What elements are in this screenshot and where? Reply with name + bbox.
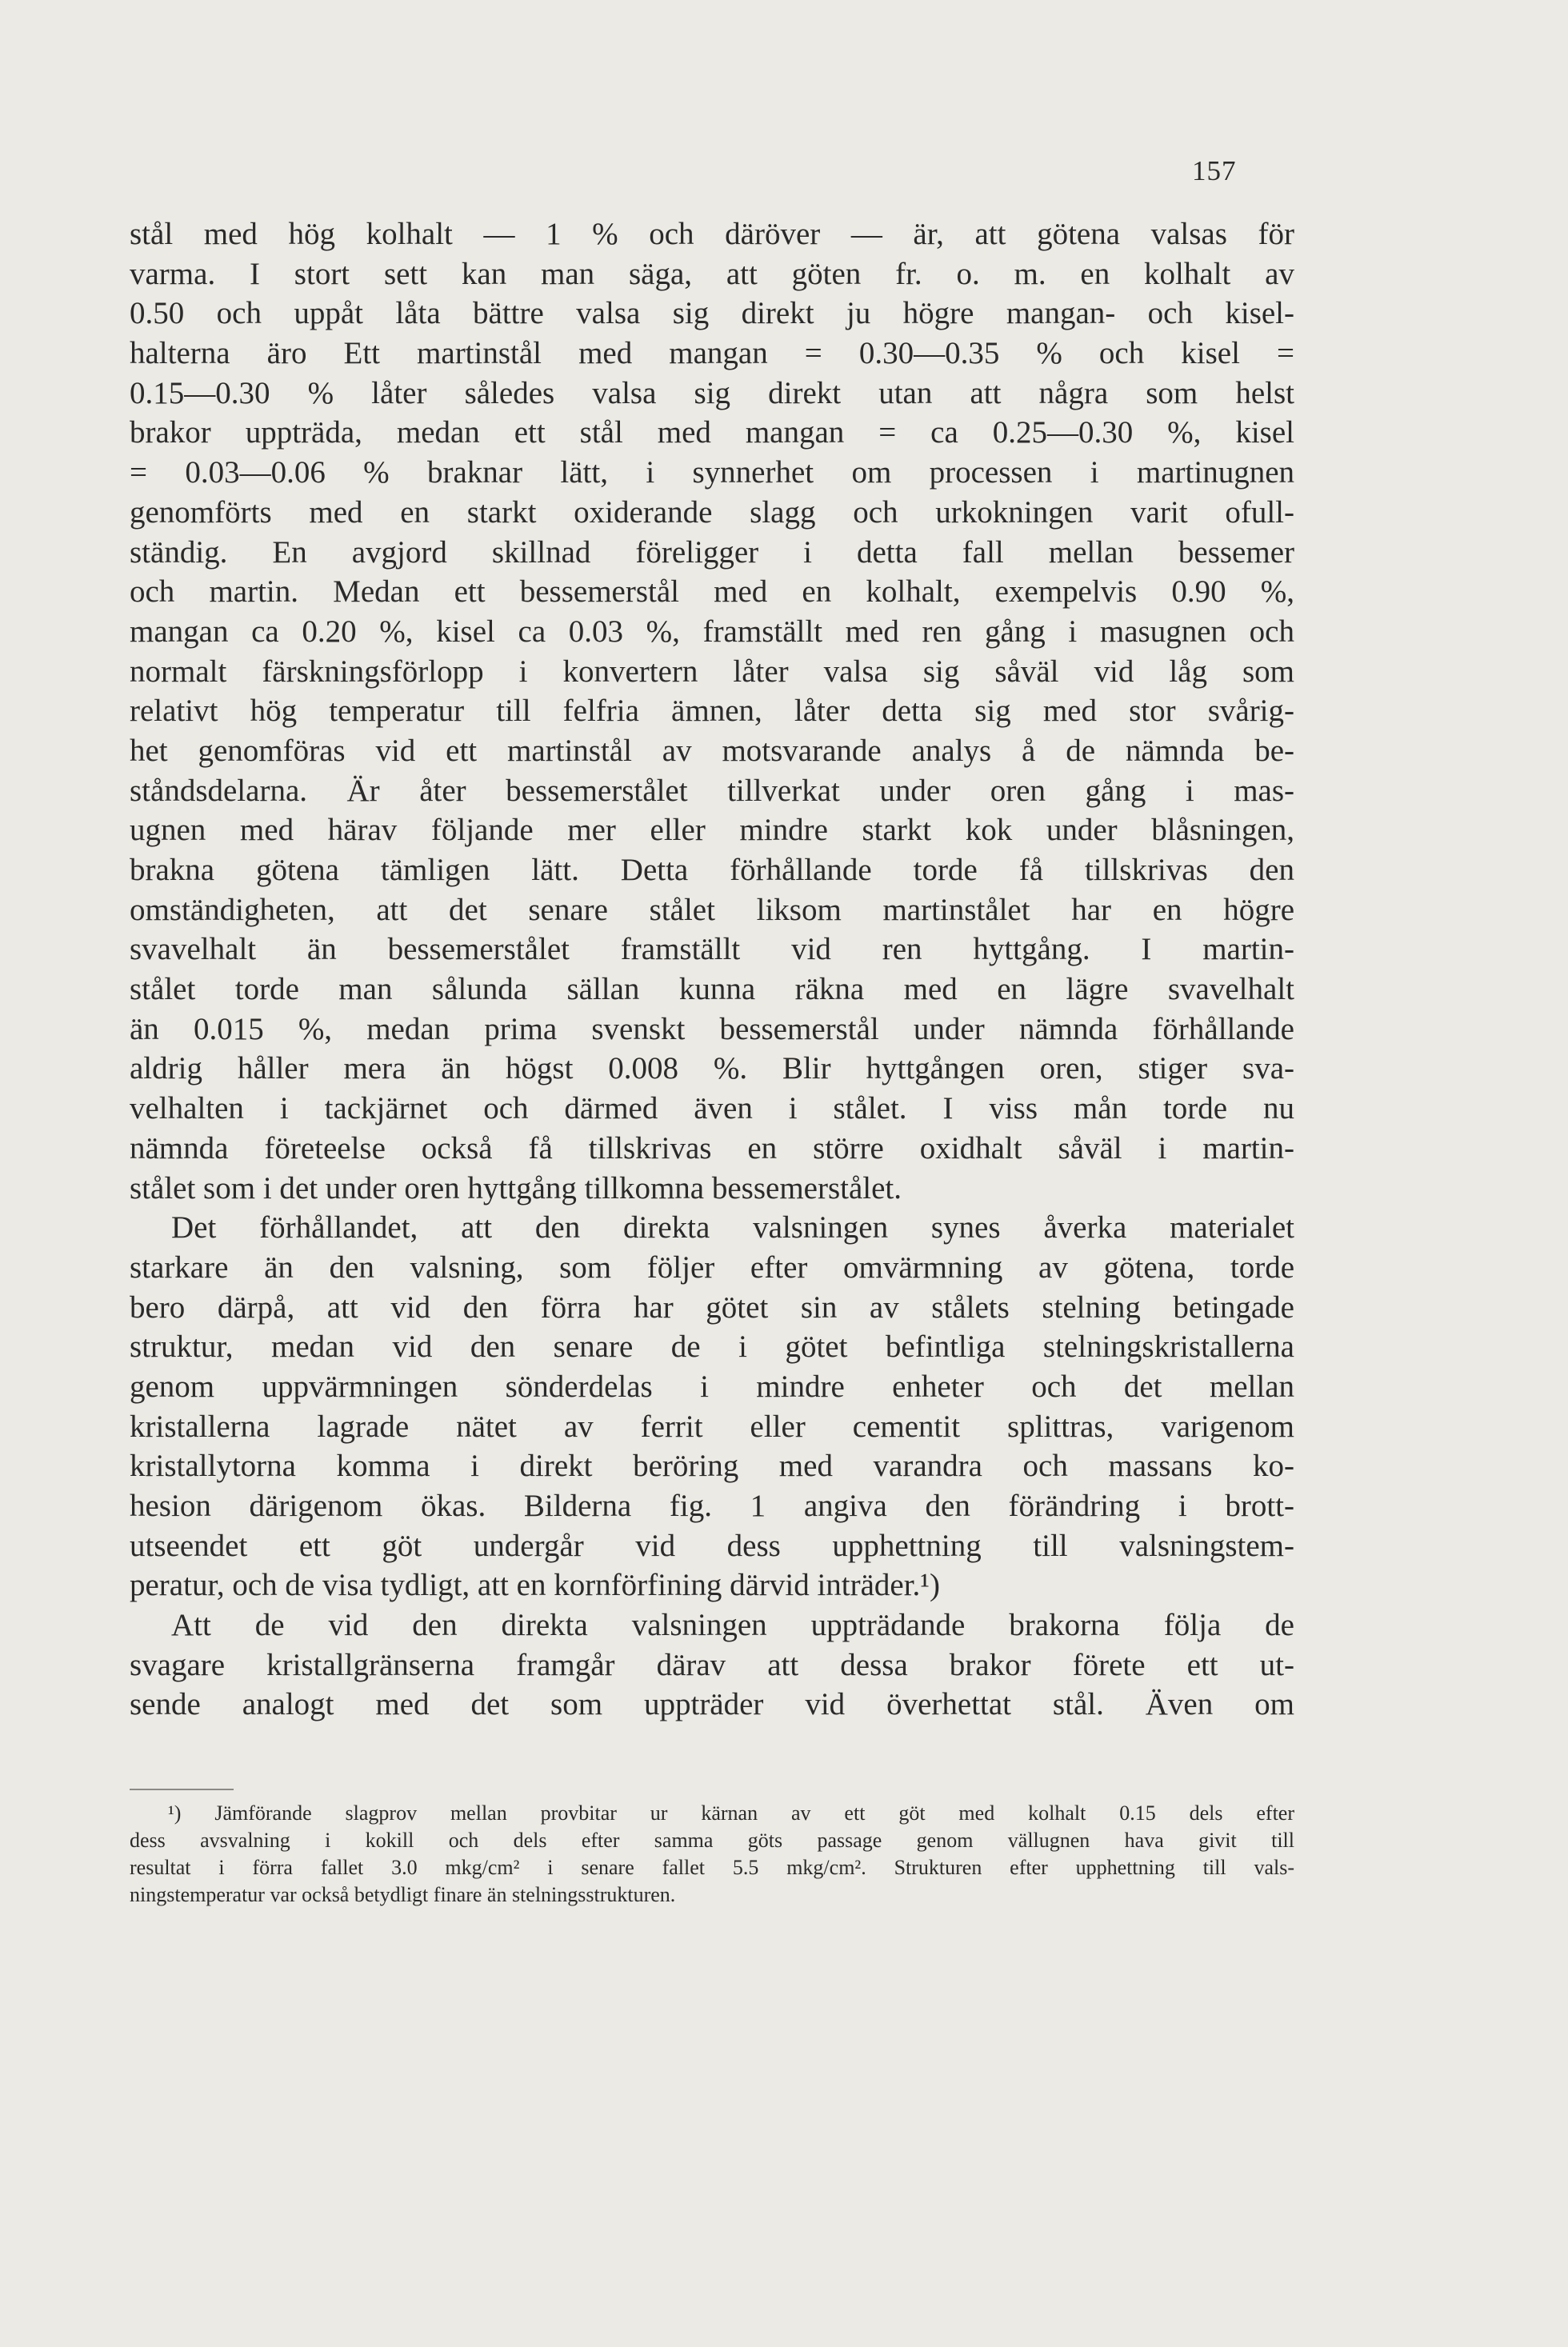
body-line: starkare än den valsning, som följer efter omvärmning av götena, torde xyxy=(130,1249,1294,1285)
footnote-line: ningstemperatur var också betydligt finare än stelningsstrukturen. xyxy=(130,1883,676,1906)
body-line: ståndsdelarna. Är åter bessemerstålet tillverkat under oren gång i mas- xyxy=(130,773,1294,808)
footnote-line: resultat i förra fallet 3.0 mkg/cm² i senare fallet 5.5 mkg/cm². Strukturen efter upphettning till vals- xyxy=(130,1856,1294,1879)
body-line: 0.15—0.30 % låter således valsa sig direkt utan att några som helst xyxy=(130,375,1294,410)
body-line: svavelhalt än bessemerstålet framställt vid ren hyttgång. I martin- xyxy=(130,932,1294,967)
body-line: normalt färskningsförlopp i konvertern låter valsa sig såväl vid låg som xyxy=(130,654,1294,689)
body-line: varma. I stort sett kan man säga, att göten fr. o. m. en kolhalt av xyxy=(130,256,1294,291)
body-line: het genomföras vid ett martinstål av motsvarande analys å de nämnda be- xyxy=(130,733,1294,768)
body-line: kristallerna lagrade nätet av ferrit eller cementit splittras, varigenom xyxy=(130,1409,1294,1444)
body-line: velhalten i tackjärnet och därmed även i stålet. I viss mån torde nu xyxy=(130,1091,1294,1126)
footnote-divider xyxy=(130,1789,234,1790)
body-line: hesion därigenom ökas. Bilderna fig. 1 angiva den förändring i brott- xyxy=(130,1489,1294,1523)
body-line: omständigheten, att det senare stålet liksom martinstålet har en högre xyxy=(130,892,1294,927)
body-line: halterna äro Ett martinstål med mangan = 0.30—0.35 % och kisel = xyxy=(130,336,1294,371)
body-line: struktur, medan vid den senare de i götet befintliga stelningskristallerna xyxy=(130,1329,1294,1365)
body-line: stål med hög kolhalt — 1 % och däröver — är, att götena valsas för xyxy=(130,217,1294,251)
footnote-line: ¹) Jämförande slagprov mellan provbitar ur kärnan av ett göt med kolhalt 0.15 dels efter xyxy=(168,1801,1294,1825)
body-line: genomförts med en starkt oxiderande slagg och urkokningen varit ofull- xyxy=(130,494,1294,530)
body-line: brakna götena tämligen lätt. Detta förhållande torde få tillskrivas den xyxy=(130,853,1294,887)
body-line: aldrig håller mera än högst 0.008 %. Blir hyttgången oren, stiger sva- xyxy=(130,1051,1294,1086)
body-line: svagare kristallgränserna framgår därav att dessa brakor förete ett ut- xyxy=(130,1647,1294,1682)
body-line: än 0.015 %, medan prima svenskt bessemerstål under nämnda förhållande xyxy=(130,1011,1294,1046)
body-line: 0.50 och uppåt låta bättre valsa sig direkt ju högre mangan- och kisel- xyxy=(130,296,1294,331)
page-number: 157 xyxy=(1192,155,1237,186)
footnote-line: dess avsvalning i kokill och dels efter samma göts passage genom vällugnen hava givit till xyxy=(130,1829,1294,1852)
body-line: bero därpå, att vid den förra har götet sin av stålets stelning betingade xyxy=(130,1289,1294,1325)
body-line: stålet som i det under oren hyttgång tillkomna bessemerstålet. xyxy=(130,1170,902,1205)
body-line: mangan ca 0.20 %, kisel ca 0.03 %, framställt med ren gång i masugnen och xyxy=(130,614,1294,649)
body-line: genom uppvärmningen sönderdelas i mindre enheter och det mellan xyxy=(130,1369,1294,1404)
body-line: relativt hög temperatur till felfria ämnen, låter detta sig med stor svårig- xyxy=(130,694,1294,729)
body-line: Det förhållandet, att den direkta valsningen synes åverka materialet xyxy=(171,1210,1294,1245)
body-line: = 0.03—0.06 % braknar lätt, i synnerhet om processen i martinugnen xyxy=(130,455,1294,490)
body-line: och martin. Medan ett bessemerstål med en kolhalt, exempelvis 0.90 %, xyxy=(130,574,1294,610)
footnote xyxy=(130,1800,1294,1909)
body-line: Att de vid den direkta valsningen uppträdande brakorna följa de xyxy=(171,1608,1294,1643)
body-line: kristallytorna komma i direkt beröring med varandra och massans ko- xyxy=(130,1449,1294,1484)
body-line: ständig. En avgjord skillnad föreligger i detta fall mellan bessemer xyxy=(130,534,1294,570)
body-line: peratur, och de visa tydligt, att en kornförfining därvid inträder.¹) xyxy=(130,1568,940,1603)
body-line: brakor uppträda, medan ett stål med mangan = ca 0.25—0.30 %, kisel xyxy=(130,415,1294,450)
body-line: sende analogt med det som uppträder vid överhettat stål. Även om xyxy=(130,1687,1294,1722)
body-text xyxy=(130,214,1294,1725)
body-line: stålet torde man sålunda sällan kunna räkna med en lägre svavelhalt xyxy=(130,972,1294,1007)
body-line: ugnen med härav följande mer eller mindre starkt kok under blåsningen, xyxy=(130,813,1294,848)
body-line: nämnda företeelse också få tillskrivas en större oxidhalt såväl i martin- xyxy=(130,1130,1294,1166)
body-line: utseendet ett göt undergår vid dess upphettning till valsningstem- xyxy=(130,1528,1294,1563)
